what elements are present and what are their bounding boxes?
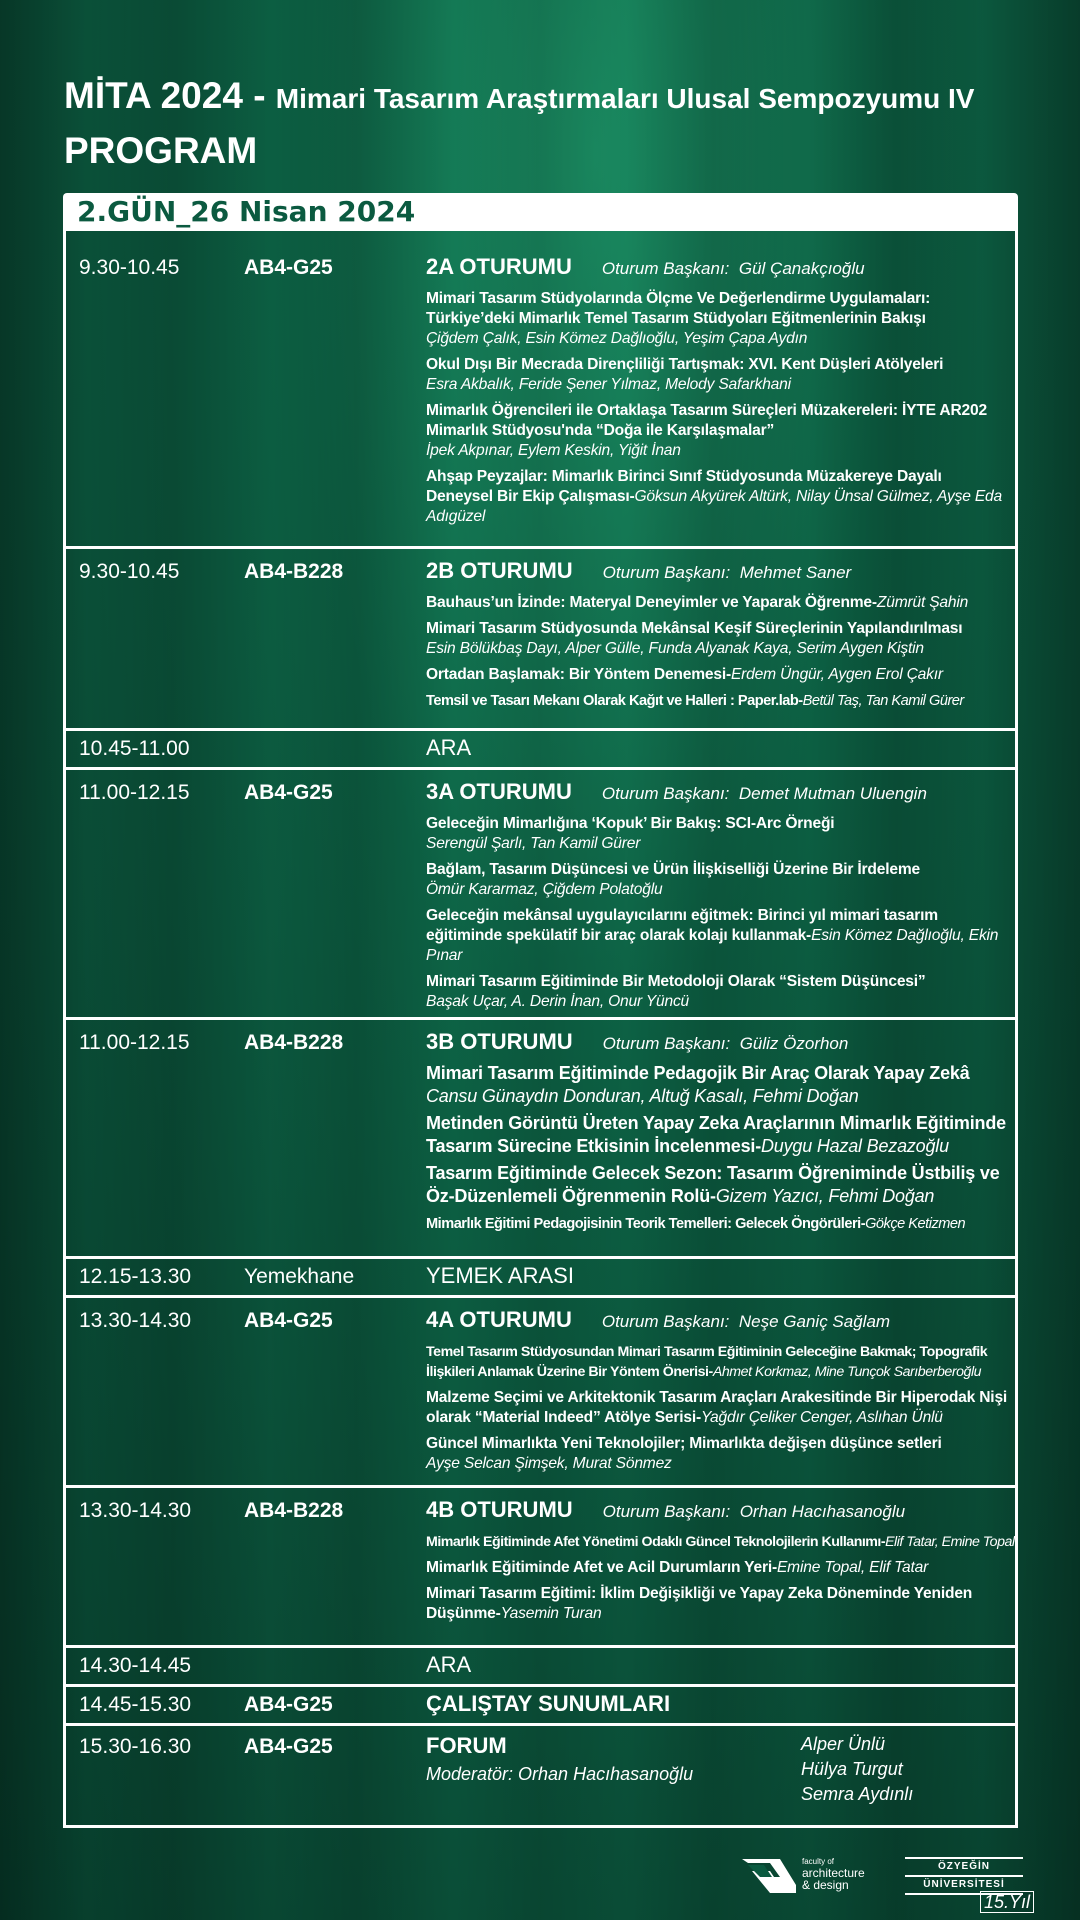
session-chair: Gül Çanakçıoğlu	[738, 259, 865, 278]
session-content	[426, 557, 1011, 711]
session-room: AB4-B228	[244, 560, 344, 583]
faculty-small: faculty of	[802, 1857, 835, 1866]
forum-moderator: Moderatör: Orhan Hacıhasanoğlu	[426, 1764, 694, 1784]
paper-item: Geleceğin mekânsal uygulayıcılarını eğitmek: Birinci yıl mimari tasarım eğitiminde spekülatif bir araç olarak kolajı kullanmak-Esin Kömez Dağlıoğlu, Ekin Pınar	[426, 907, 999, 964]
university-name-1: ÖZYEĞİN	[937, 1861, 990, 1872]
session-row-4b	[66, 1488, 1015, 1645]
session-content	[426, 1306, 1011, 1474]
break-row	[66, 731, 1015, 767]
session-time: 15.30-16.30	[79, 1735, 192, 1758]
event-subtitle: Mimari Tasarım Araştırmaları Ulusal Sempozyumu IV	[275, 83, 975, 114]
session-title: 3B OTURUMU Oturum Başkanı: Güliz Özorhon	[426, 1029, 849, 1054]
chair-label: Oturum Başkanı:	[602, 563, 731, 582]
break-label: ARA	[426, 1652, 472, 1677]
chair-label: Oturum Başkanı:	[601, 784, 730, 803]
session-time: 13.30-14.30	[79, 1499, 192, 1522]
paper-item: Okul Dışı Bir Mecrada Dirençliliği Tartışmak: XVI. Kent Düşleri Atölyeleri Esra Akbalık, Feride Şener Yılmaz, Melody Safarkhani	[426, 356, 944, 393]
session-row-2b	[66, 549, 1015, 728]
session-time: 9.30-10.45	[79, 560, 180, 583]
paper-item: Mimarlık Öğrencileri ile Ortaklaşa Tasarım Süreçleri Müzakereleri: İYTE AR202 Mimarlık Stüdyosu'nda “Doğa ile Karşılaşmalar” İpek Akpınar, Eylem Keskin, Yiğit İnan	[426, 402, 987, 459]
session-content	[426, 1496, 1015, 1624]
session-row-3b	[66, 1020, 1015, 1256]
chair-label: Oturum Başkanı:	[602, 1502, 731, 1521]
chair-label: Oturum Başkanı:	[601, 1312, 730, 1331]
paper-item: Malzeme Seçimi ve Arkitektonik Tasarım Araçları Arakesitinde Bir Hiperodak Nişi olarak “Material Indeed” Atölye Serisi-Yağdır Çeliker Cenger, Aslıhan Ünlü	[426, 1389, 1008, 1426]
paper-item: Mimari Tasarım Eğitiminde Pedagojik Bir Araç Olarak Yapay Zekâ Cansu Günaydın Donduran, Altuğ Kasalı, Fehmi Doğan	[426, 1063, 970, 1106]
session-time: 14.30-14.45	[79, 1654, 192, 1677]
session-room: AB4-G25	[244, 781, 333, 804]
chair-label: Oturum Başkanı:	[601, 259, 730, 278]
paper-item: Tasarım Eğitiminde Gelecek Sezon: Tasarım Öğreniminde Üstbiliş ve Öz-Düzenlemeli Öğrenmenin Rolü-Gizem Yazıcı, Fehmi Doğan	[426, 1163, 1000, 1206]
event-name: MİTA 2024	[64, 75, 243, 116]
paper-item: Ortadan Başlamak: Bir Yöntem Denemesi-Erdem Üngür, Aygen Erol Çakır	[426, 666, 943, 683]
session-chair: Demet Mutman Uluengin	[738, 784, 927, 803]
session-time: 11.00-12.15	[79, 1031, 190, 1054]
session-chair: Mehmet Saner	[739, 563, 852, 582]
session-room: AB4-B228	[244, 1499, 344, 1522]
faculty-text	[802, 1857, 865, 1891]
session-room: AB4-G25	[244, 1735, 333, 1758]
session-title: 4A OTURUMU Oturum Başkanı: Neşe Ganiç Sağlam	[426, 1307, 891, 1332]
panelist: Semra Aydınlı	[801, 1784, 914, 1804]
paper-item: Bauhaus’un İzinde: Materyal Deneyimler ve Yaparak Öğrenme-Zümrüt Şahin	[426, 594, 969, 611]
faculty-line1: architecture	[802, 1866, 865, 1880]
title-separator: -	[253, 75, 266, 116]
lunch-row	[66, 1259, 1015, 1295]
chair-label: Oturum Başkanı:	[602, 1034, 731, 1053]
faculty-logo-icon	[740, 1855, 798, 1895]
session-room: AB4-G25	[244, 256, 333, 279]
paper-item: Güncel Mimarlıkta Yeni Teknolojiler; Mimarlıkta değişen düşünce setleri Ayşe Selcan Şimşek, Murat Sönmez	[426, 1435, 942, 1472]
paper-item: Mimari Tasarım Eğitimi: İklim Değişikliği ve Yapay Zeka Döneminde Yeniden Düşünme-Yasemin Turan	[426, 1585, 973, 1622]
session-room: AB4-B228	[244, 1031, 344, 1054]
paper-item: Mimari Tasarım Stüdyolarında Ölçme Ve Değerlendirme Uygulamaları: Türkiye’deki Mimarlık Temel Tasarım Stüdyoları Eğitmenlerinin Bakışı Çiğdem Çalık, Esin Kömez Dağlıoğlu, Yeşim Çapa Aydın	[426, 290, 931, 347]
session-chair: Güliz Özorhon	[739, 1034, 849, 1053]
forum-title: FORUM	[426, 1733, 507, 1758]
panelist: Hülya Turgut	[801, 1759, 903, 1779]
session-chair: Orhan Hacıhasanoğlu	[739, 1502, 906, 1521]
session-row-4a	[66, 1298, 1015, 1485]
workshop-row	[66, 1687, 1015, 1723]
session-title: 2A OTURUMU Oturum Başkanı: Gül Çanakçıoğlu	[426, 254, 865, 279]
session-content	[426, 253, 1011, 527]
paper-item: Geleceğin Mimarlığına ‘Kopuk’ Bir Bakış: SCI-Arc Örneği Serengül Şarlı, Tan Kamil Gürer	[426, 815, 835, 852]
session-time: 14.45-15.30	[79, 1693, 192, 1716]
break-label: ARA	[426, 735, 472, 760]
day-bar	[63, 193, 1018, 231]
forum-panelists	[801, 1732, 913, 1807]
paper-item: Bağlam, Tasarım Düşüncesi ve Ürün İlişkiselliği Üzerine Bir İrdeleme Ömür Kararmaz, Çiğdem Polatoğlu	[426, 861, 920, 898]
session-content	[426, 1732, 1011, 1786]
faculty-line2: & design	[802, 1878, 849, 1892]
session-time: 12.15-13.30	[79, 1265, 192, 1288]
footer-logos	[740, 1855, 1040, 1915]
session-content	[426, 778, 1011, 1012]
session-room: Yemekhane	[244, 1265, 355, 1288]
paper-item: Mimari Tasarım Eğitiminde Bir Metodoloji Olarak “Sistem Düşüncesi” Başak Uçar, A. Derin İnan, Onur Yüncü	[426, 973, 926, 1010]
day-title: 2.GÜN_26 Nisan 2024	[77, 195, 416, 228]
paper-item: Mimarlık Eğitiminde Afet ve Acil Durumların Yeri-Emine Topal, Elif Tatar	[426, 1559, 929, 1576]
paper-item: Mimari Tasarım Stüdyosunda Mekânsal Keşif Süreçlerinin Yapılandırılması Esin Bölükbaş Dayı, Alper Gülle, Funda Alyanak Kaya, Serim Aygen Kiştin	[426, 620, 963, 657]
session-row-3a	[66, 770, 1015, 1017]
program-heading: PROGRAM	[64, 130, 258, 171]
session-time: 9.30-10.45	[79, 256, 180, 279]
session-chair: Neşe Ganiç Sağlam	[738, 1312, 891, 1331]
session-content	[426, 1028, 1011, 1234]
event-title	[64, 70, 1024, 125]
schedule-table	[63, 231, 1018, 1828]
anniversary-badge: 15.Yıl	[980, 1891, 1034, 1913]
forum-row	[66, 1726, 1015, 1825]
session-time: 11.00-12.15	[79, 781, 190, 804]
paper-item: Metinden Görüntü Üreten Yapay Zeka Araçlarının Mimarlık Eğitiminde Tasarım Sürecine Etkisinin İncelenmesi-Duygu Hazal Bezazoğlu	[426, 1113, 1006, 1156]
session-title: 3A OTURUMU Oturum Başkanı: Demet Mutman Uluengin	[426, 779, 927, 804]
session-room: AB4-G25	[244, 1693, 333, 1716]
session-title: 2B OTURUMU Oturum Başkanı: Mehmet Saner	[426, 558, 852, 583]
university-name-2: ÜNİVERSİTESİ	[923, 1879, 1005, 1890]
header	[64, 70, 1024, 177]
session-room: AB4-G25	[244, 1309, 333, 1332]
panelist: Alper Ünlü	[801, 1734, 886, 1754]
break-row	[66, 1648, 1015, 1684]
session-title: 4B OTURUMU Oturum Başkanı: Orhan Hacıhasanoğlu	[426, 1497, 906, 1522]
session-time: 13.30-14.30	[79, 1309, 192, 1332]
paper-item: Mimarlık Eğitimi Pedagojisinin Teorik Temelleri: Gelecek Öngörüleri-Gökçe Ketizmen	[426, 1216, 966, 1232]
session-row-2a	[66, 231, 1015, 546]
lunch-label: YEMEK ARASI	[426, 1263, 574, 1288]
paper-item: Mimarlık Eğitiminde Afet Yönetimi Odaklı Güncel Teknolojilerin Kullanımı-Elif Tatar, Emine Topal	[426, 1534, 1015, 1550]
session-time: 10.45-11.00	[79, 737, 190, 760]
workshop-label: ÇALIŞTAY SUNUMLARI	[426, 1691, 671, 1716]
paper-item: Temel Tasarım Stüdyosundan Mimari Tasarım Eğitiminin Geleceğine Bakmak; Topografik İlişkileri Anlamak Üzerine Bir Yöntem Önerisi-Ahmet Korkmaz, Mine Tunçok Sarıberberoğlu	[426, 1344, 988, 1380]
paper-item: Ahşap Peyzajlar: Mimarlık Birinci Sınıf Stüdyosunda Müzakereye Dayalı Deneysel Bir Ekip Çalışması-Göksun Akyürek Altürk, Nilay Ünsal Gülmez, Ayşe Eda Adıgüzel	[426, 468, 1002, 525]
paper-item: Temsil ve Tasarı Mekanı Olarak Kağıt ve Halleri : Paper.lab-Betül Taş, Tan Kamil Gürer	[426, 693, 964, 709]
